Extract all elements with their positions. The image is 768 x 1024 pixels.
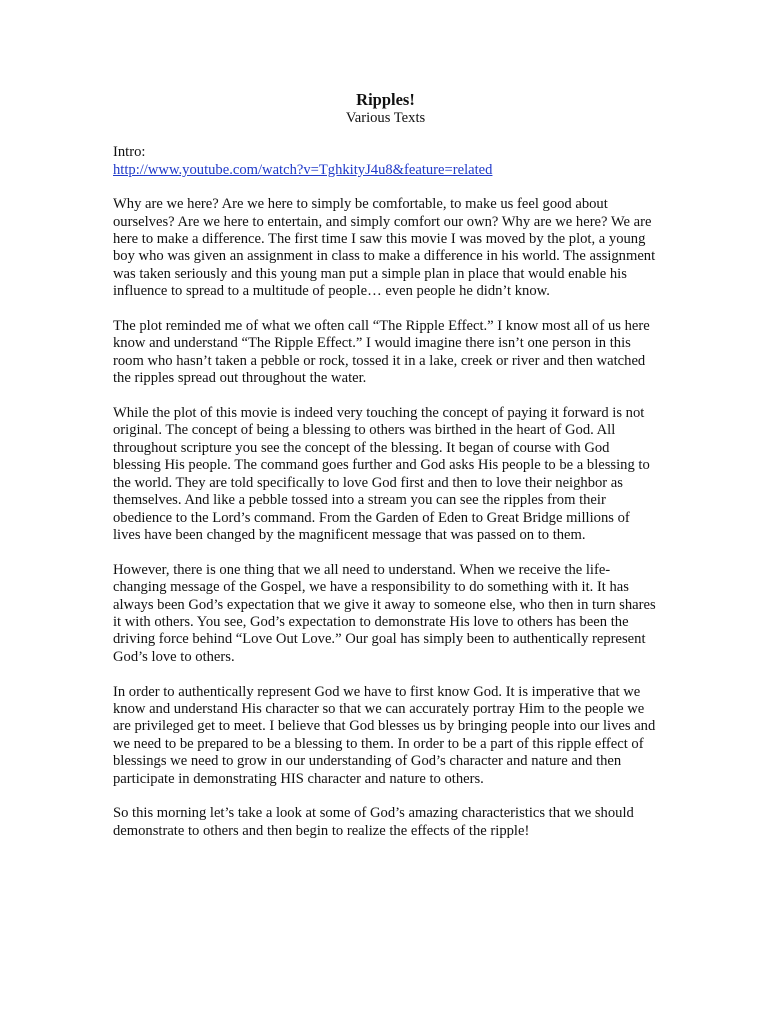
paragraph-ripple-effect: The plot reminded me of what we often call “The Ripple Effect.” I know most all of us here know and understand “The Ripple Effect.” I would imagine there isn’t one person in this room who hasn’t taken a pebble or rock, tossed it in a lake, creek or river and then watched the ripples spread out throughout the water. bbox=[113, 318, 650, 387]
document-title: Ripples! bbox=[356, 90, 415, 109]
paragraph-blessing-concept: While the plot of this movie is indeed very touching the concept of paying it forward is not original. The concept of being a blessing to others was birthed in the heart of God. All throughout scripture you see the concept of the blessing. It began of course with God blessing His people. The command goes further and God asks His people to be a blessing to the world. They are told specifically to love God first and then to love their neighbor as themselves. And like a pebble tossed into a stream you can see the ripples from their obedience to the Lord’s command. From the Garden of Eden to Great Bridge millions of lives have been changed by the magnificent message that was passed on to them. bbox=[113, 405, 650, 543]
document-subtitle: Various Texts bbox=[345, 110, 426, 126]
intro-label: Intro: bbox=[113, 144, 146, 161]
intro-video-link[interactable]: http://www.youtube.com/watch?v=TghkityJ4u8&feature=related bbox=[113, 161, 493, 178]
paragraph-know-god: In order to authentically represent God we have to first know God. It is imperative that we know and understand His character so that we can accurately portray Him to the people we are privileged get to meet. I believe that God blesses us by bringing people into our lives and we need to be prepared to be a blessing to them. In order to be a part of this ripple effect of blessings we need to grow in our understanding of God’s character and nature and then participate in demonstrating HIS character and nature to others. bbox=[113, 683, 656, 787]
paragraph-why-are-we-here: Why are we here? Are we here to simply be comfortable, to make us feel good about ourselves? Are we here to entertain, and simply comfort our own? Why are we here? We are here to make a difference. The first time I saw this movie I was moved by the plot, a young boy who was given an assignment in class to make a difference in his world. The assignment was taken seriously and this young man put a simple plan in place that would enable his influence to spread to a multitude of people… even people he didn’t know. bbox=[113, 196, 656, 300]
paragraph-conclusion: So this morning let’s take a look at some of God’s amazing characteristics that we should demonstrate to others and then begin to realize the effects of the ripple! bbox=[113, 805, 634, 839]
document-page bbox=[113, 90, 658, 858]
paragraph-responsibility: However, there is one thing that we all need to understand. When we receive the life-changing message of the Gospel, we have a responsibility to do something with it. It has always been God’s expectation that we give it away to someone else, who then in turn shares it with others. You see, God’s expectation to demonstrate His love to others has been the driving force behind “Love Out Love.” Our goal has simply been to authentically represent God’s love to others. bbox=[113, 561, 656, 665]
